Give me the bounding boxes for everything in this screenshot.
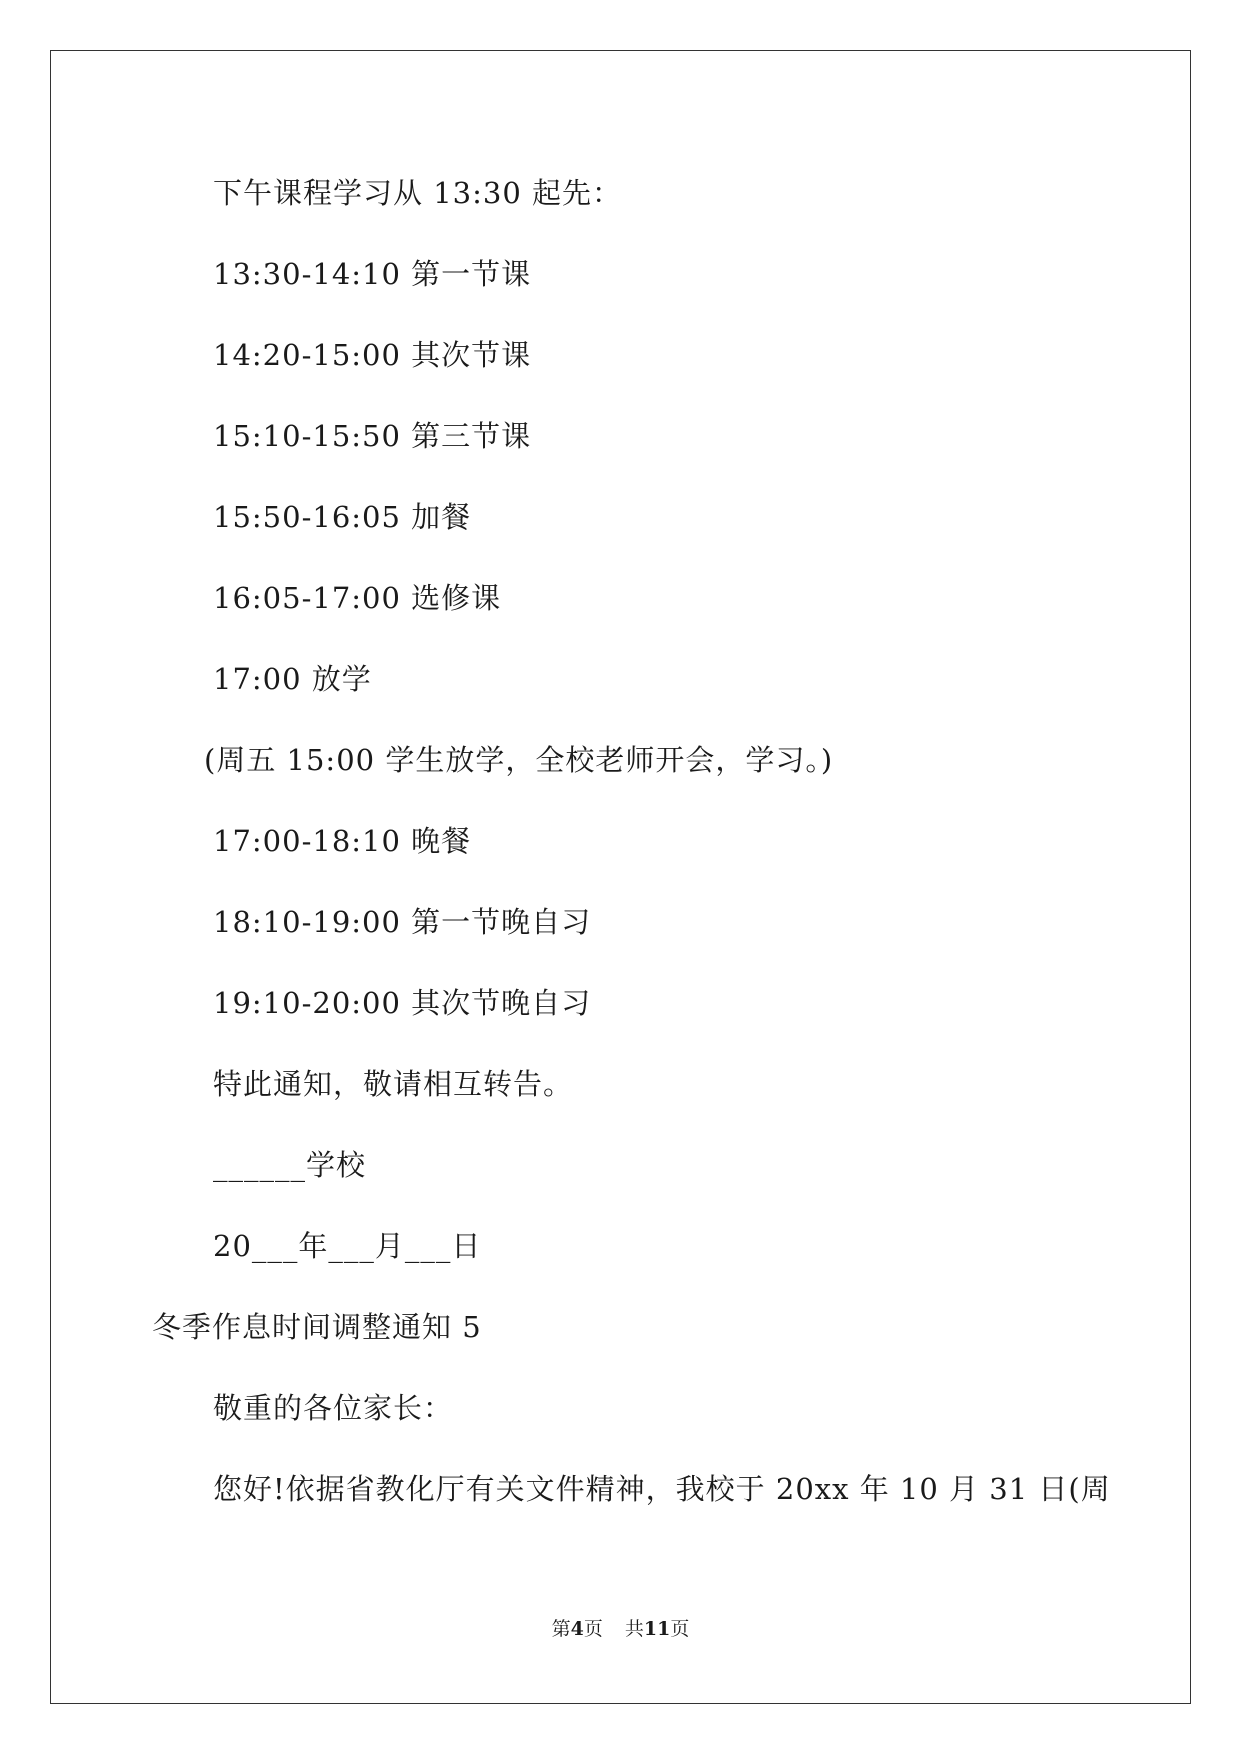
text-line-period-1: 13:30-14:10 第一节课: [213, 257, 532, 291]
text-line-afternoon-start: 下午课程学习从 13:30 起先：: [213, 176, 623, 210]
text-line-dismissal: 17:00 放学: [213, 662, 372, 696]
footer-page-number: 4: [570, 1618, 584, 1640]
text-line-dinner: 17:00-18:10 晚餐: [213, 824, 472, 858]
text-line-period-3: 15:10-15:50 第三节课: [213, 419, 532, 453]
text-line-snack: 15:50-16:05 加餐: [213, 500, 472, 534]
body-text-line: 您好!依据省教化厅有关文件精神，我校于 20xx 年 10 月 31 日(周: [213, 1472, 1111, 1506]
footer-total-prefix: 共: [624, 1618, 644, 1640]
text-line-period-2: 14:20-15:00 其次节课: [213, 338, 532, 372]
greeting-line: 敬重的各位家长：: [213, 1391, 454, 1425]
text-line-evening-study-2: 19:10-20:00 其次节晚自习: [213, 986, 592, 1020]
footer-page-prefix: 第: [551, 1618, 571, 1640]
text-line-date: 20___年___月___日: [213, 1229, 482, 1263]
text-line-evening-study-1: 18:10-19:00 第一节晚自习: [213, 905, 592, 939]
footer-total-suffix: 页: [670, 1618, 690, 1640]
text-line-friday-note: (周五 15:00 学生放学，全校老师开会，学习。): [204, 743, 834, 777]
text-line-school-signature: ______学校: [213, 1148, 367, 1182]
footer-page-suffix: 页: [583, 1618, 603, 1640]
footer-total-pages: 11: [643, 1618, 671, 1640]
page-footer: [0, 1617, 1241, 1641]
text-line-closing: 特此通知，敬请相互转告。: [213, 1067, 574, 1101]
text-line-elective: 16:05-17:00 选修课: [213, 581, 502, 615]
section-heading: 冬季作息时间调整通知 5: [152, 1310, 482, 1344]
page-frame: [50, 50, 1191, 1704]
